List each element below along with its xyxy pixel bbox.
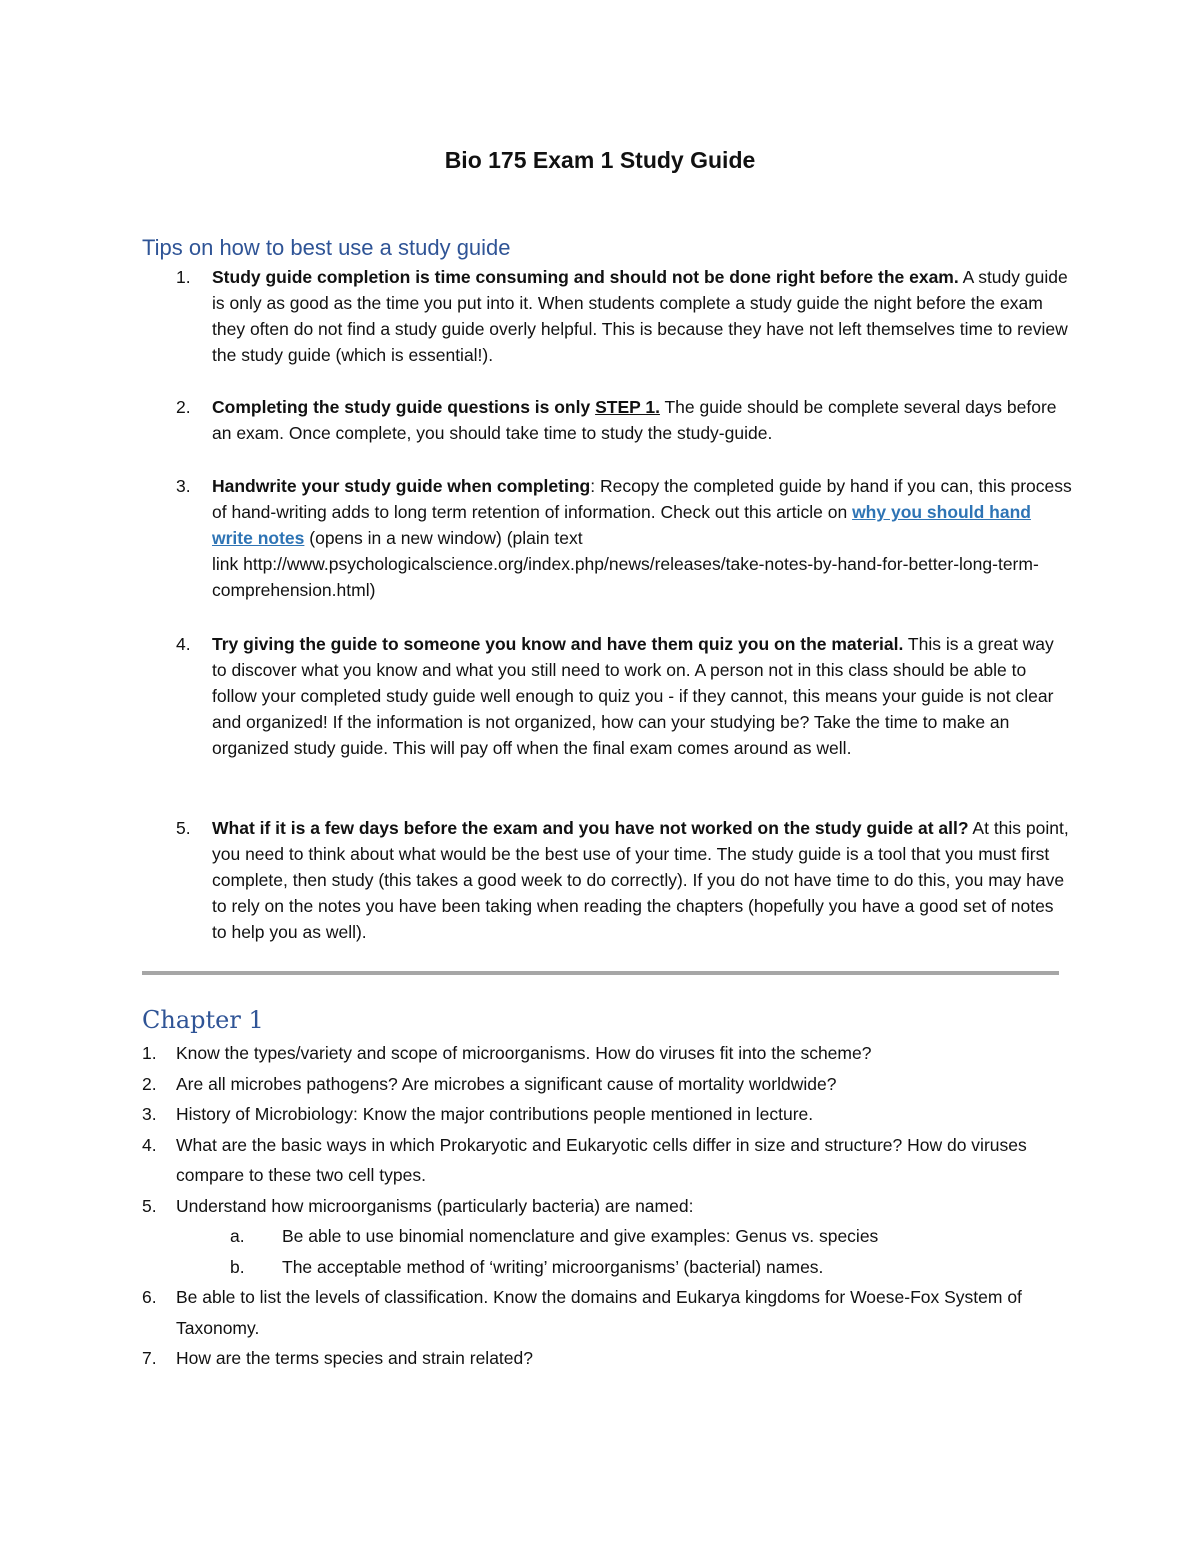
sub-list-letter: a. — [230, 1226, 245, 1246]
list-item-text: What are the basic ways in which Prokaryotic and Eukaryotic cells differ in size and structure? How do viruses compare to these two cell types. — [176, 1134, 1027, 1185]
list-item-text: How are the terms species and strain related? — [176, 1348, 533, 1368]
list-number: 2. — [176, 397, 191, 417]
list-number: 3. — [176, 476, 191, 496]
tip-text: (opens in a new window) (plain text — [304, 528, 583, 548]
list-number: 6. — [142, 1287, 157, 1307]
sub-list-item — [142, 1252, 1072, 1283]
sub-list-item — [142, 1221, 1072, 1252]
list-number: 4. — [142, 1134, 157, 1155]
tip-item-4 — [142, 631, 1072, 761]
tip-text: : Recopy the completed guide by hand if you can, this process of hand-writing adds to long term retention of information. Check out this article on — [212, 476, 1072, 522]
tip-body — [212, 631, 1072, 761]
tip-bold-text: Study guide completion is time consuming and should not be done right before the exam. — [212, 267, 959, 287]
tip-bold-text: Handwrite your study guide when completing — [212, 476, 591, 496]
tip-body — [212, 815, 1072, 945]
tip-text: A study guide is only as good as the time you put into it. When students complete a study guide the night before the exam they often do not find a study guide overly helpful. This is because they have not left themselves time to review the study guide (which is essential!). — [212, 267, 1068, 365]
article-link[interactable]: why you should hand write notes — [212, 502, 1031, 548]
chapter-1-heading: Chapter 1 — [142, 1006, 264, 1034]
list-number: 7. — [142, 1348, 157, 1368]
list-number: 5. — [142, 1195, 157, 1216]
document-title: Bio 175 Exam 1 Study Guide — [444, 147, 756, 173]
horizontal-divider — [142, 971, 1059, 975]
step-emphasis: STEP 1. — [595, 397, 660, 417]
tip-bold-text: What if it is a few days before the exam and you have not worked on the study guide at all? — [212, 818, 969, 838]
tip-text: This is a great way to discover what you know and what you still need to work on. A person not in this class should be able to follow your completed study guide well enough to quiz you - if they cannot, this means your guide is not clear and organized! If the information is not organized, how can your studying be? Take the time to make an organized study guide. This will pay off when the final exam comes around as well. — [212, 634, 1054, 758]
list-item — [142, 1038, 1072, 1069]
list-item — [142, 1069, 1072, 1100]
tip-text: At this point, you need to think about what would be the best use of your time. The study guide is a tool that you must first complete, then study (this takes a good week to do correctly). If you do not have time to do this, you may have to rely on the notes you have been taking when reading the chapters (hopefully you have a good set of notes to help you as well). — [212, 818, 1069, 942]
tip-item-1 — [142, 264, 1072, 368]
list-item — [142, 1282, 1072, 1343]
tips-heading: Tips on how to best use a study guide — [142, 235, 511, 260]
list-number: 4. — [176, 634, 191, 654]
list-item — [142, 1343, 1072, 1374]
sub-list-letter: b. — [230, 1256, 245, 1277]
list-item-text: History of Microbiology: Know the major contributions people mentioned in lecture. — [176, 1104, 814, 1124]
list-number: 2. — [142, 1073, 157, 1094]
tip-body — [212, 473, 1072, 603]
tip-item-2 — [142, 394, 1072, 446]
tip-item-5 — [142, 815, 1072, 945]
chapter-1-list — [142, 1038, 1072, 1374]
plain-text-url: link http://www.psychologicalscience.org/index.php/news/releases/take-notes-by-hand-for-better-long-term-comprehension.html) — [212, 554, 1039, 600]
tip-bold-text: Try giving the guide to someone you know and have them quiz you on the material. — [212, 634, 904, 654]
list-item-text: Are all microbes pathogens? Are microbes a significant cause of mortality worldwide? — [176, 1073, 837, 1094]
sub-list-item-text: Be able to use binomial nomenclature and give examples: Genus vs. species — [282, 1226, 879, 1246]
list-item-text: Know the types/variety and scope of microorganisms. How do viruses fit into the scheme? — [176, 1043, 872, 1063]
list-number: 5. — [176, 818, 191, 838]
list-item — [142, 1130, 1072, 1191]
list-item — [142, 1191, 1072, 1222]
tip-text: The guide should be complete several days before an exam. Once complete, you should take time to study the study-guide. — [212, 397, 1057, 443]
list-number: 1. — [142, 1043, 157, 1063]
list-item-text: Be able to list the levels of classification. Know the domains and Eukarya kingdoms for Woese-Fox System of Taxonomy. — [176, 1287, 1022, 1338]
list-number: 3. — [142, 1104, 157, 1124]
tip-body — [212, 394, 1072, 446]
list-number: 1. — [176, 267, 191, 287]
tip-body — [212, 264, 1072, 368]
list-item — [142, 1099, 1072, 1130]
tip-item-3 — [142, 473, 1072, 603]
list-item-text: Understand how microorganisms (particularly bacteria) are named: — [176, 1195, 694, 1216]
sub-list-item-text: The acceptable method of ‘writing’ microorganisms’ (bacterial) names. — [282, 1256, 824, 1277]
tip-bold-text: Completing the study guide questions is only — [212, 397, 596, 417]
